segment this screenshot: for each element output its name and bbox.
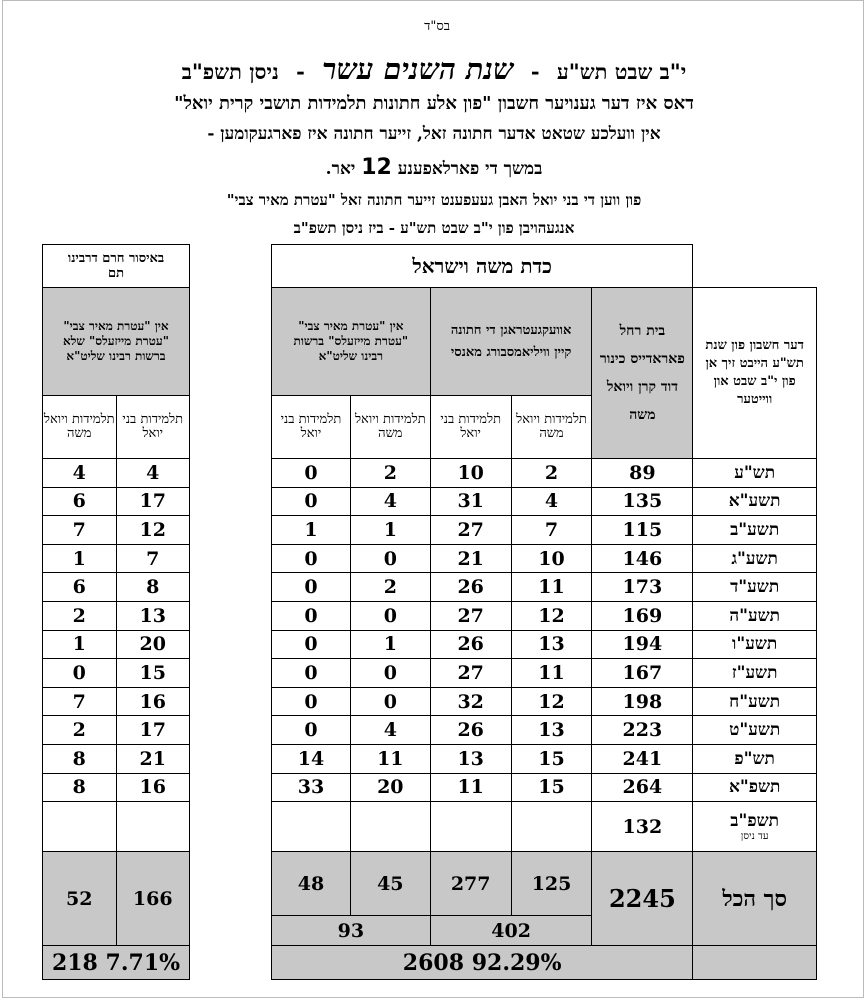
- side-sub-bnei-yoel: תלמידות בני יואל: [116, 396, 190, 459]
- header-line-4: [0, 155, 868, 180]
- main-title-line: [0, 52, 868, 87]
- main-stats-table: [271, 244, 817, 980]
- row-a-vm: 0: [272, 459, 351, 488]
- side-row-vm: 7: [43, 687, 117, 716]
- side-row-vm: 8: [43, 744, 117, 773]
- total-a-sum: 93: [272, 916, 431, 946]
- row-a-vm: 0: [272, 544, 351, 573]
- side-row-by: 17: [116, 487, 190, 516]
- row-w-vm: 27: [430, 659, 511, 688]
- row-w-vm: 26: [430, 716, 511, 745]
- col-beit-rachel: בית רחל פאראדייס כינור דוד קרן ויואל משה: [592, 288, 693, 459]
- row-w-vm: 31: [430, 487, 511, 516]
- row-year: תשע"ז: [693, 659, 817, 688]
- last-year-cell: [693, 802, 817, 852]
- last-year-note: עד ניסן: [740, 831, 769, 843]
- table-row: [43, 487, 190, 516]
- table-row: [43, 459, 190, 488]
- table-row: [43, 516, 190, 545]
- side-row-by: 8: [116, 573, 190, 602]
- line4-number: 12: [361, 155, 392, 180]
- row-w-vm: 13: [430, 744, 511, 773]
- sub-a-vyoel-moshe: תלמידות בני יואל: [272, 396, 351, 459]
- line4-pre: במשך די פארלאפענע: [397, 159, 543, 179]
- side-row-by: 17: [116, 716, 190, 745]
- row-a-by: 0: [350, 687, 430, 716]
- row-beit: 115: [592, 516, 693, 545]
- row-beit: 167: [592, 659, 693, 688]
- row-a-by: 1: [350, 516, 430, 545]
- row-w-vm: 32: [430, 687, 511, 716]
- bsd-mark: בס"ד: [424, 19, 450, 34]
- row-a-by: 0: [350, 601, 430, 630]
- row-a-vm: 0: [272, 659, 351, 688]
- row-year: תשע"ג: [693, 544, 817, 573]
- table-row: [43, 773, 190, 802]
- row-a-vm: 0: [272, 716, 351, 745]
- table-row: [272, 773, 817, 802]
- row-a-by: 11: [350, 744, 430, 773]
- row-year: תשע"ח: [693, 687, 817, 716]
- header-line-3: אין וועלכע שטאט אדער חתונה זאל, זייער חתונה איז פארגעקומען -: [207, 124, 661, 144]
- row-year: תשע"ה: [693, 601, 817, 630]
- side-row-by: 20: [116, 630, 190, 659]
- side-group: אין "עטרת מאיר צבי" "עטרת מייזעלס" שלא ברשות רבינו שליט"א: [43, 288, 190, 396]
- row-year: תשע"ו: [693, 630, 817, 659]
- row-a-vm: 1: [272, 516, 351, 545]
- sub-w-vyoel-moshe: תלמידות בני יואל: [430, 396, 511, 459]
- row-w-by: 15: [511, 744, 592, 773]
- main-grand-total: 92.29% 2608: [272, 946, 693, 980]
- row-w-by: 7: [511, 516, 592, 545]
- row-w-vm: 26: [430, 573, 511, 602]
- side-row-by: 16: [116, 687, 190, 716]
- row-beit: 241: [592, 744, 693, 773]
- main-table-title: כדת משה וישראל: [272, 245, 693, 288]
- side-row-by: 15: [116, 659, 190, 688]
- sub-w-bnei-yoel: תלמידות ויואל משה: [511, 396, 592, 459]
- row-w-by: 13: [511, 630, 592, 659]
- row-a-by: 4: [350, 716, 430, 745]
- side-row-by: 21: [116, 744, 190, 773]
- header-line-2: דאס איז דער גענויער חשבון "פון אלע חתונות תלמידות תושבי קרית יואל": [174, 93, 694, 114]
- row-beit: 194: [592, 630, 693, 659]
- side-row-vm: 6: [43, 573, 117, 602]
- side-row-by: 16: [116, 773, 190, 802]
- side-grand-total: 7.71% 218: [43, 946, 190, 980]
- side-sub-vyoel-moshe: תלמידות ויואל משה: [43, 396, 117, 459]
- group-williamsburg: אוועקגעטראגן די חתונה קיין וויליאמסבורג מאנסי: [430, 288, 592, 396]
- header-line-5: פון ווען די בני יואל האבן געעפענט זייער חתונה זאל "עטרת מאיר צבי": [226, 191, 642, 209]
- row-a-by: 0: [350, 659, 430, 688]
- row-a-by: 2: [350, 459, 430, 488]
- row-a-vm: 0: [272, 573, 351, 602]
- total-a-by: 45: [350, 852, 430, 916]
- row-year: תשפ"א: [693, 773, 817, 802]
- side-row-by: 12: [116, 516, 190, 545]
- row-beit: 198: [592, 687, 693, 716]
- total-label: סך הכל: [693, 852, 817, 946]
- row-w-vm: 27: [430, 601, 511, 630]
- table-row: [272, 544, 817, 573]
- row-w-by: 12: [511, 687, 592, 716]
- total-w-sum: 402: [430, 916, 592, 946]
- row-w-vm: 10: [430, 459, 511, 488]
- table-row: [272, 573, 817, 602]
- table-row: [43, 573, 190, 602]
- row-year: תש"פ: [693, 744, 817, 773]
- table-row: [43, 544, 190, 573]
- row-beit: 173: [592, 573, 693, 602]
- row-beit: 223: [592, 716, 693, 745]
- row-w-vm: 11: [430, 773, 511, 802]
- table-row: [43, 716, 190, 745]
- row-year: תשע"א: [693, 487, 817, 516]
- last-beit: 132: [592, 802, 693, 852]
- side-table-title: באיסור חרם דרבינו תם: [43, 245, 190, 288]
- row-w-by: 2: [511, 459, 592, 488]
- total-beit: 2245: [592, 852, 693, 946]
- row-beit: 264: [592, 773, 693, 802]
- row-w-vm: 27: [430, 516, 511, 545]
- table-row: [272, 687, 817, 716]
- side-row-vm: 7: [43, 516, 117, 545]
- title-start-date: י"ב שבט תש"ע: [556, 59, 687, 84]
- sub-a-bnei-yoel: תלמידות ויואל משה: [350, 396, 430, 459]
- row-year: תשע"ב: [693, 516, 817, 545]
- table-row: [43, 601, 190, 630]
- side-row-vm: 0: [43, 659, 117, 688]
- side-row-by: 7: [116, 544, 190, 573]
- row-w-by: 4: [511, 487, 592, 516]
- row-beit: 89: [592, 459, 693, 488]
- row-a-vm: 0: [272, 630, 351, 659]
- side-row-vm: 1: [43, 630, 117, 659]
- title-dash-1: -: [530, 59, 540, 84]
- side-row-vm: 8: [43, 773, 117, 802]
- row-w-by: 11: [511, 659, 592, 688]
- table-row: [272, 630, 817, 659]
- row-a-by: 0: [350, 544, 430, 573]
- row-beit: 135: [592, 487, 693, 516]
- row-year: תשע"ד: [693, 573, 817, 602]
- table-row: [43, 687, 190, 716]
- row-w-by: 10: [511, 544, 592, 573]
- row-a-by: 2: [350, 573, 430, 602]
- row-beit: 146: [592, 544, 693, 573]
- row-beit: 169: [592, 601, 693, 630]
- side-total-vm: 52: [43, 852, 117, 946]
- row-a-vm: 33: [272, 773, 351, 802]
- side-row-vm: 2: [43, 716, 117, 745]
- row-a-by: 1: [350, 630, 430, 659]
- row-a-by: 4: [350, 487, 430, 516]
- table-row: [272, 487, 817, 516]
- side-row-vm: 4: [43, 459, 117, 488]
- row-year: תשע"ט: [693, 716, 817, 745]
- header-line-6: אנגעהויבן פון י"ב שבט תש"ע - ביז ניסן תשפ"ב: [293, 219, 575, 237]
- table-row: [272, 716, 817, 745]
- table-row: [272, 601, 817, 630]
- line4-post: יאר.: [325, 159, 356, 179]
- row-a-by: 20: [350, 773, 430, 802]
- row-w-vm: 26: [430, 630, 511, 659]
- side-total-by: 166: [116, 852, 190, 946]
- group-ateres: אין "עטרת מאיר צבי" "עטרת מייזעלס" ברשות רבינו שליט"א: [272, 288, 431, 396]
- row-header-label: דער חשבון פון שנת תש"ע הייבט זיך אן פון י"ב שבט און ווייטער: [693, 288, 817, 459]
- side-stats-table: [42, 244, 190, 980]
- side-row-by: 4: [116, 459, 190, 488]
- table-row: [272, 459, 817, 488]
- row-a-vm: 0: [272, 687, 351, 716]
- table-row: [43, 744, 190, 773]
- total-a-vm: 48: [272, 852, 351, 916]
- row-w-by: 12: [511, 601, 592, 630]
- table-row: [43, 630, 190, 659]
- row-a-vm: 0: [272, 487, 351, 516]
- row-w-by: 13: [511, 716, 592, 745]
- table-row: [43, 659, 190, 688]
- title-end-date: ניסן תשפ"ב: [181, 59, 279, 84]
- side-row-vm: 2: [43, 601, 117, 630]
- row-a-vm: 14: [272, 744, 351, 773]
- side-row-vm: 6: [43, 487, 117, 516]
- total-w-by: 125: [511, 852, 592, 916]
- row-year: תש"ע: [693, 459, 817, 488]
- row-a-vm: 0: [272, 601, 351, 630]
- total-w-vm: 277: [430, 852, 511, 916]
- side-row-by: 13: [116, 601, 190, 630]
- title-year-name: שנת השנים עשר: [322, 52, 514, 86]
- table-row: [272, 659, 817, 688]
- side-row-vm: 1: [43, 544, 117, 573]
- row-w-by: 15: [511, 773, 592, 802]
- row-w-by: 11: [511, 573, 592, 602]
- last-year: תשפ"ב: [730, 811, 779, 832]
- table-row: [272, 744, 817, 773]
- table-row: [272, 516, 817, 545]
- title-dash-2: -: [296, 59, 305, 84]
- row-w-vm: 21: [430, 544, 511, 573]
